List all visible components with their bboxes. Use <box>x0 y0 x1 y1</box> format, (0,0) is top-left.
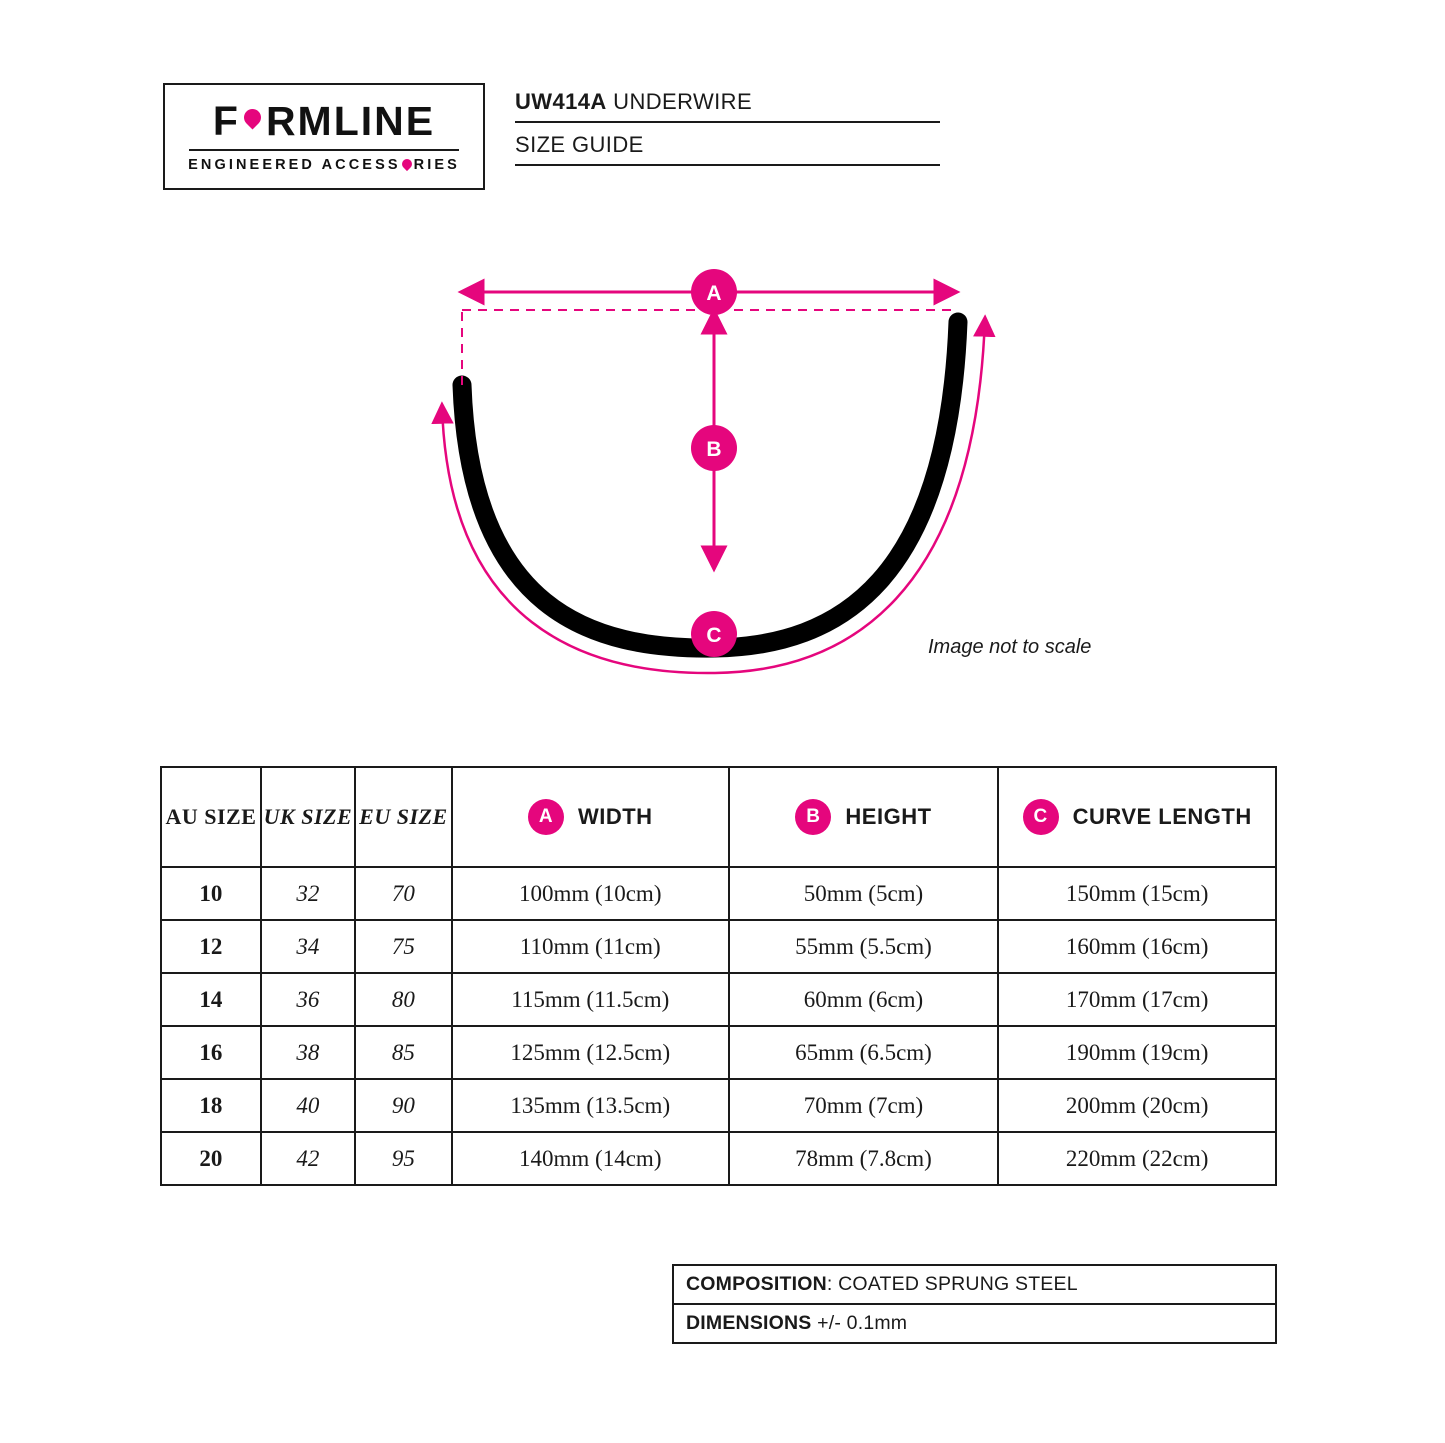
cell-width: 125mm (12.5cm) <box>452 1026 729 1079</box>
header-width <box>452 767 729 867</box>
size-table-body <box>161 867 1276 1185</box>
composition-row <box>674 1266 1275 1305</box>
header-height-label: HEIGHT <box>845 804 932 829</box>
size-table-header-row <box>161 767 1276 867</box>
cell-curve: 190mm (19cm) <box>998 1026 1276 1079</box>
diagram-badge-c <box>691 611 737 657</box>
underwire-shape <box>462 322 958 648</box>
cell-height: 60mm (6cm) <box>729 973 999 1026</box>
brand-wordmark-part2: RMLINE <box>265 97 436 144</box>
specification-footer <box>672 1264 1277 1344</box>
cell-au: 12 <box>161 920 261 973</box>
cell-width: 110mm (11cm) <box>452 920 729 973</box>
cell-uk: 40 <box>261 1079 355 1132</box>
document-header <box>163 83 940 190</box>
cell-width: 140mm (14cm) <box>452 1132 729 1185</box>
underwire-diagram <box>400 250 1130 680</box>
underwire-diagram-svg <box>400 250 1130 680</box>
cell-uk: 34 <box>261 920 355 973</box>
header-curve-label: CURVE LENGTH <box>1072 804 1252 829</box>
dimensions-row <box>674 1305 1275 1342</box>
title-block <box>515 83 940 166</box>
table-row <box>161 973 1276 1026</box>
size-table-head <box>161 767 1276 867</box>
header-width-label: WIDTH <box>577 804 653 829</box>
cell-curve: 170mm (17cm) <box>998 973 1276 1026</box>
header-au-size: AU SIZE <box>161 767 261 867</box>
header-curve-length <box>998 767 1276 867</box>
composition-label: COMPOSITION <box>686 1273 827 1295</box>
brand-tagline-part2: RIES <box>413 156 460 173</box>
diagram-badge-b <box>691 425 737 471</box>
logo-divider <box>189 149 459 151</box>
table-row <box>161 1079 1276 1132</box>
cell-height: 65mm (6.5cm) <box>729 1026 999 1079</box>
scale-note: Image not to scale <box>928 636 1092 658</box>
brand-logo <box>163 83 485 190</box>
brand-tagline-part1: ENGINEERED ACCESS <box>188 156 401 173</box>
table-row <box>161 920 1276 973</box>
cell-eu: 80 <box>355 973 452 1026</box>
header-uk-size: UK SIZE <box>261 767 355 867</box>
cell-curve: 220mm (22cm) <box>998 1132 1276 1185</box>
cell-eu: 85 <box>355 1026 452 1079</box>
brand-wordmark-part1: F <box>212 97 240 144</box>
cell-height: 50mm (5cm) <box>729 867 999 920</box>
cell-curve: 200mm (20cm) <box>998 1079 1276 1132</box>
brand-wordmark <box>212 97 436 144</box>
cell-uk: 36 <box>261 973 355 1026</box>
size-table-container <box>160 766 1277 1186</box>
cell-width: 100mm (10cm) <box>452 867 729 920</box>
cell-au: 10 <box>161 867 261 920</box>
table-row <box>161 867 1276 920</box>
cell-curve: 160mm (16cm) <box>998 920 1276 973</box>
diagram-badge-a <box>691 269 737 315</box>
cell-au: 14 <box>161 973 261 1026</box>
diagram-badge-b-label: B <box>706 438 722 461</box>
cell-width: 135mm (13.5cm) <box>452 1079 729 1132</box>
header-eu-size: EU SIZE <box>355 767 452 867</box>
brand-tagline <box>188 157 460 173</box>
size-table <box>160 766 1277 1186</box>
composition-value: : COATED SPRUNG STEEL <box>826 1273 1078 1295</box>
badge-b-icon: B <box>795 799 831 835</box>
droplet-small-icon <box>401 157 414 172</box>
dimensions-value: +/- 0.1mm <box>811 1312 908 1334</box>
cell-uk: 32 <box>261 867 355 920</box>
dimensions-label: DIMENSIONS <box>686 1312 812 1334</box>
product-name: UNDERWIRE <box>606 89 753 114</box>
diagram-badge-a-label: A <box>706 282 722 305</box>
diagram-badge-c-label: C <box>706 624 722 647</box>
cell-uk: 42 <box>261 1132 355 1185</box>
droplet-icon <box>240 103 266 139</box>
cell-uk: 38 <box>261 1026 355 1079</box>
cell-au: 16 <box>161 1026 261 1079</box>
cell-width: 115mm (11.5cm) <box>452 973 729 1026</box>
cell-height: 78mm (7.8cm) <box>729 1132 999 1185</box>
cell-eu: 75 <box>355 920 452 973</box>
cell-height: 70mm (7cm) <box>729 1079 999 1132</box>
table-row <box>161 1026 1276 1079</box>
product-title <box>515 89 940 123</box>
badge-a-icon: A <box>528 799 564 835</box>
cell-au: 20 <box>161 1132 261 1185</box>
badge-c-icon: C <box>1023 799 1059 835</box>
table-row <box>161 1132 1276 1185</box>
cell-height: 55mm (5.5cm) <box>729 920 999 973</box>
header-height <box>729 767 999 867</box>
product-code: UW414A <box>515 89 607 114</box>
cell-curve: 150mm (15cm) <box>998 867 1276 920</box>
cell-au: 18 <box>161 1079 261 1132</box>
document-title: SIZE GUIDE <box>515 132 940 166</box>
cell-eu: 95 <box>355 1132 452 1185</box>
cell-eu: 70 <box>355 867 452 920</box>
cell-eu: 90 <box>355 1079 452 1132</box>
